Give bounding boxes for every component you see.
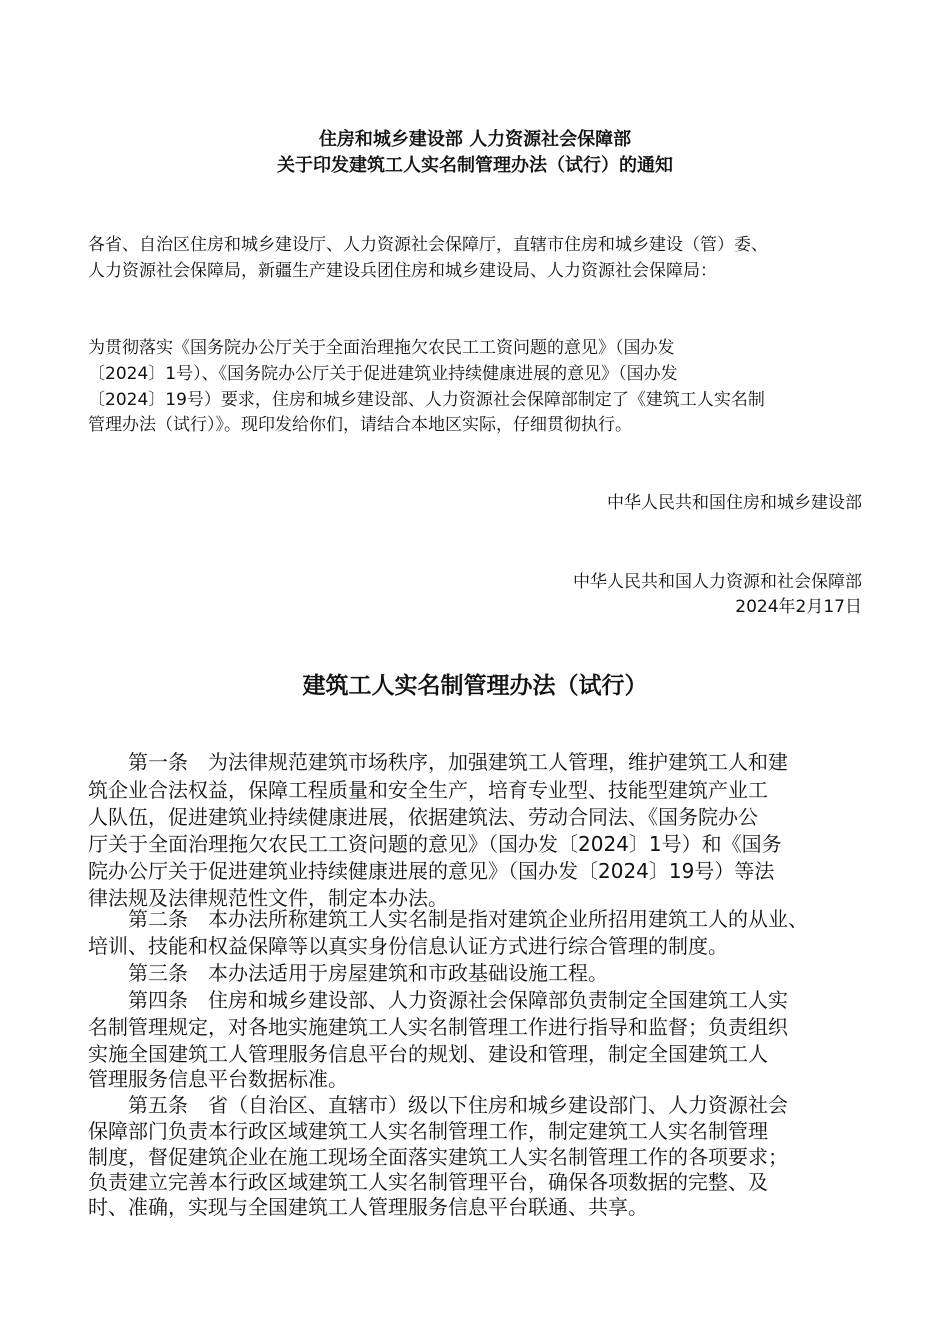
- regulation-title: 建筑工人实名制管理办法（试行）: [302, 673, 648, 699]
- regulation-line: 时、准确，实现与全国建筑工人管理服务信息平台联通、共享。: [88, 1195, 648, 1219]
- regulation-line: 人队伍，促进建筑业持续健康进展，依据建筑法、劳动合同法、《国务院办公: [88, 805, 758, 829]
- regulation-line: 第四条 住房和城乡建设部、人力资源社会保障部负责制定全国建筑工人实: [88, 988, 788, 1012]
- notice-body-line-4: 管理办法（试行）》。现印发给你们，请结合本地区实际，仔细贯彻执行。: [88, 415, 632, 435]
- notice-body-line-2: 〔2024〕1号）、《国务院办公厅关于促进建筑业持续健康进展的意见》（国办发: [88, 364, 678, 384]
- signatory-housing-ministry: 中华人民共和国住房和城乡建设部: [607, 493, 862, 513]
- regulation-line: 名制管理规定，对各地实施建筑工人实名制管理工作进行指导和监督；负责组织: [88, 1015, 788, 1039]
- regulation-line: 第二条 本办法所称建筑工人实名制是指对建筑企业所招用建筑工人的从业、: [88, 907, 808, 931]
- regulation-line: 律法规及法律规范性文件，制定本办法。: [88, 886, 448, 910]
- regulation-line: 第一条 为法律规范建筑市场秩序，加强建筑工人管理，维护建筑工人和建: [88, 750, 788, 774]
- regulation-line: 管理服务信息平台数据标准。: [88, 1067, 348, 1091]
- notice-date: 2024年2月17日: [735, 597, 862, 617]
- regulation-line: 厅关于全面治理拖欠农民工工资问题的意见》（国办发〔2024〕1号）和《国务: [88, 832, 782, 856]
- regulation-line: 制度，督促建筑企业在施工现场全面落实建筑工人实名制管理工作的各项要求；: [88, 1145, 788, 1169]
- addressee-line-1: 各省、自治区住房和城乡建设厅、人力资源社会保障厅，直辖市住房和城乡建设（管）委、: [88, 235, 768, 255]
- notice-body-line-1: 为贯彻落实《国务院办公厅关于全面治理拖欠农民工工资问题的意见》（国办发: [88, 338, 675, 358]
- regulation-line: 院办公厅关于促进建筑业持续健康进展的意见》（国办发〔2024〕19号）等法: [88, 859, 775, 883]
- notice-body-line-3: 〔2024〕19号）要求，住房和城乡建设部、人力资源社会保障部制定了《建筑工人实名制: [88, 390, 765, 410]
- regulation-line: 第五条 省（自治区、直辖市）级以下住房和城乡建设部门、人力资源社会: [88, 1093, 788, 1117]
- notice-title-line-1: 住房和城乡建设部 人力资源社会保障部: [318, 129, 632, 150]
- regulation-line: 筑企业合法权益，保障工程质量和安全生产，培育专业型、技能型建筑产业工: [88, 778, 768, 802]
- regulation-line: 第三条 本办法适用于房屋建筑和市政基础设施工程。: [88, 961, 608, 985]
- regulation-line: 培训、技能和权益保障等以真实身份信息认证方式进行综合管理的制度。: [88, 934, 728, 958]
- regulation-line: 负责建立完善本行政区域建筑工人实名制管理平台，确保各项数据的完整、及: [88, 1170, 768, 1194]
- regulation-line: 实施全国建筑工人管理服务信息平台的规划、建设和管理，制定全国建筑工人: [88, 1042, 768, 1066]
- notice-title-line-2: 关于印发建筑工人实名制管理办法（试行）的通知: [277, 155, 673, 176]
- regulation-line: 保障部门负责本行政区域建筑工人实名制管理工作，制定建筑工人实名制管理: [88, 1119, 768, 1143]
- addressee-line-2: 人力资源社会保障局，新疆生产建设兵团住房和城乡建设局、人力资源社会保障局：: [88, 261, 717, 281]
- signatory-hr-ministry: 中华人民共和国人力资源和社会保障部: [573, 572, 862, 592]
